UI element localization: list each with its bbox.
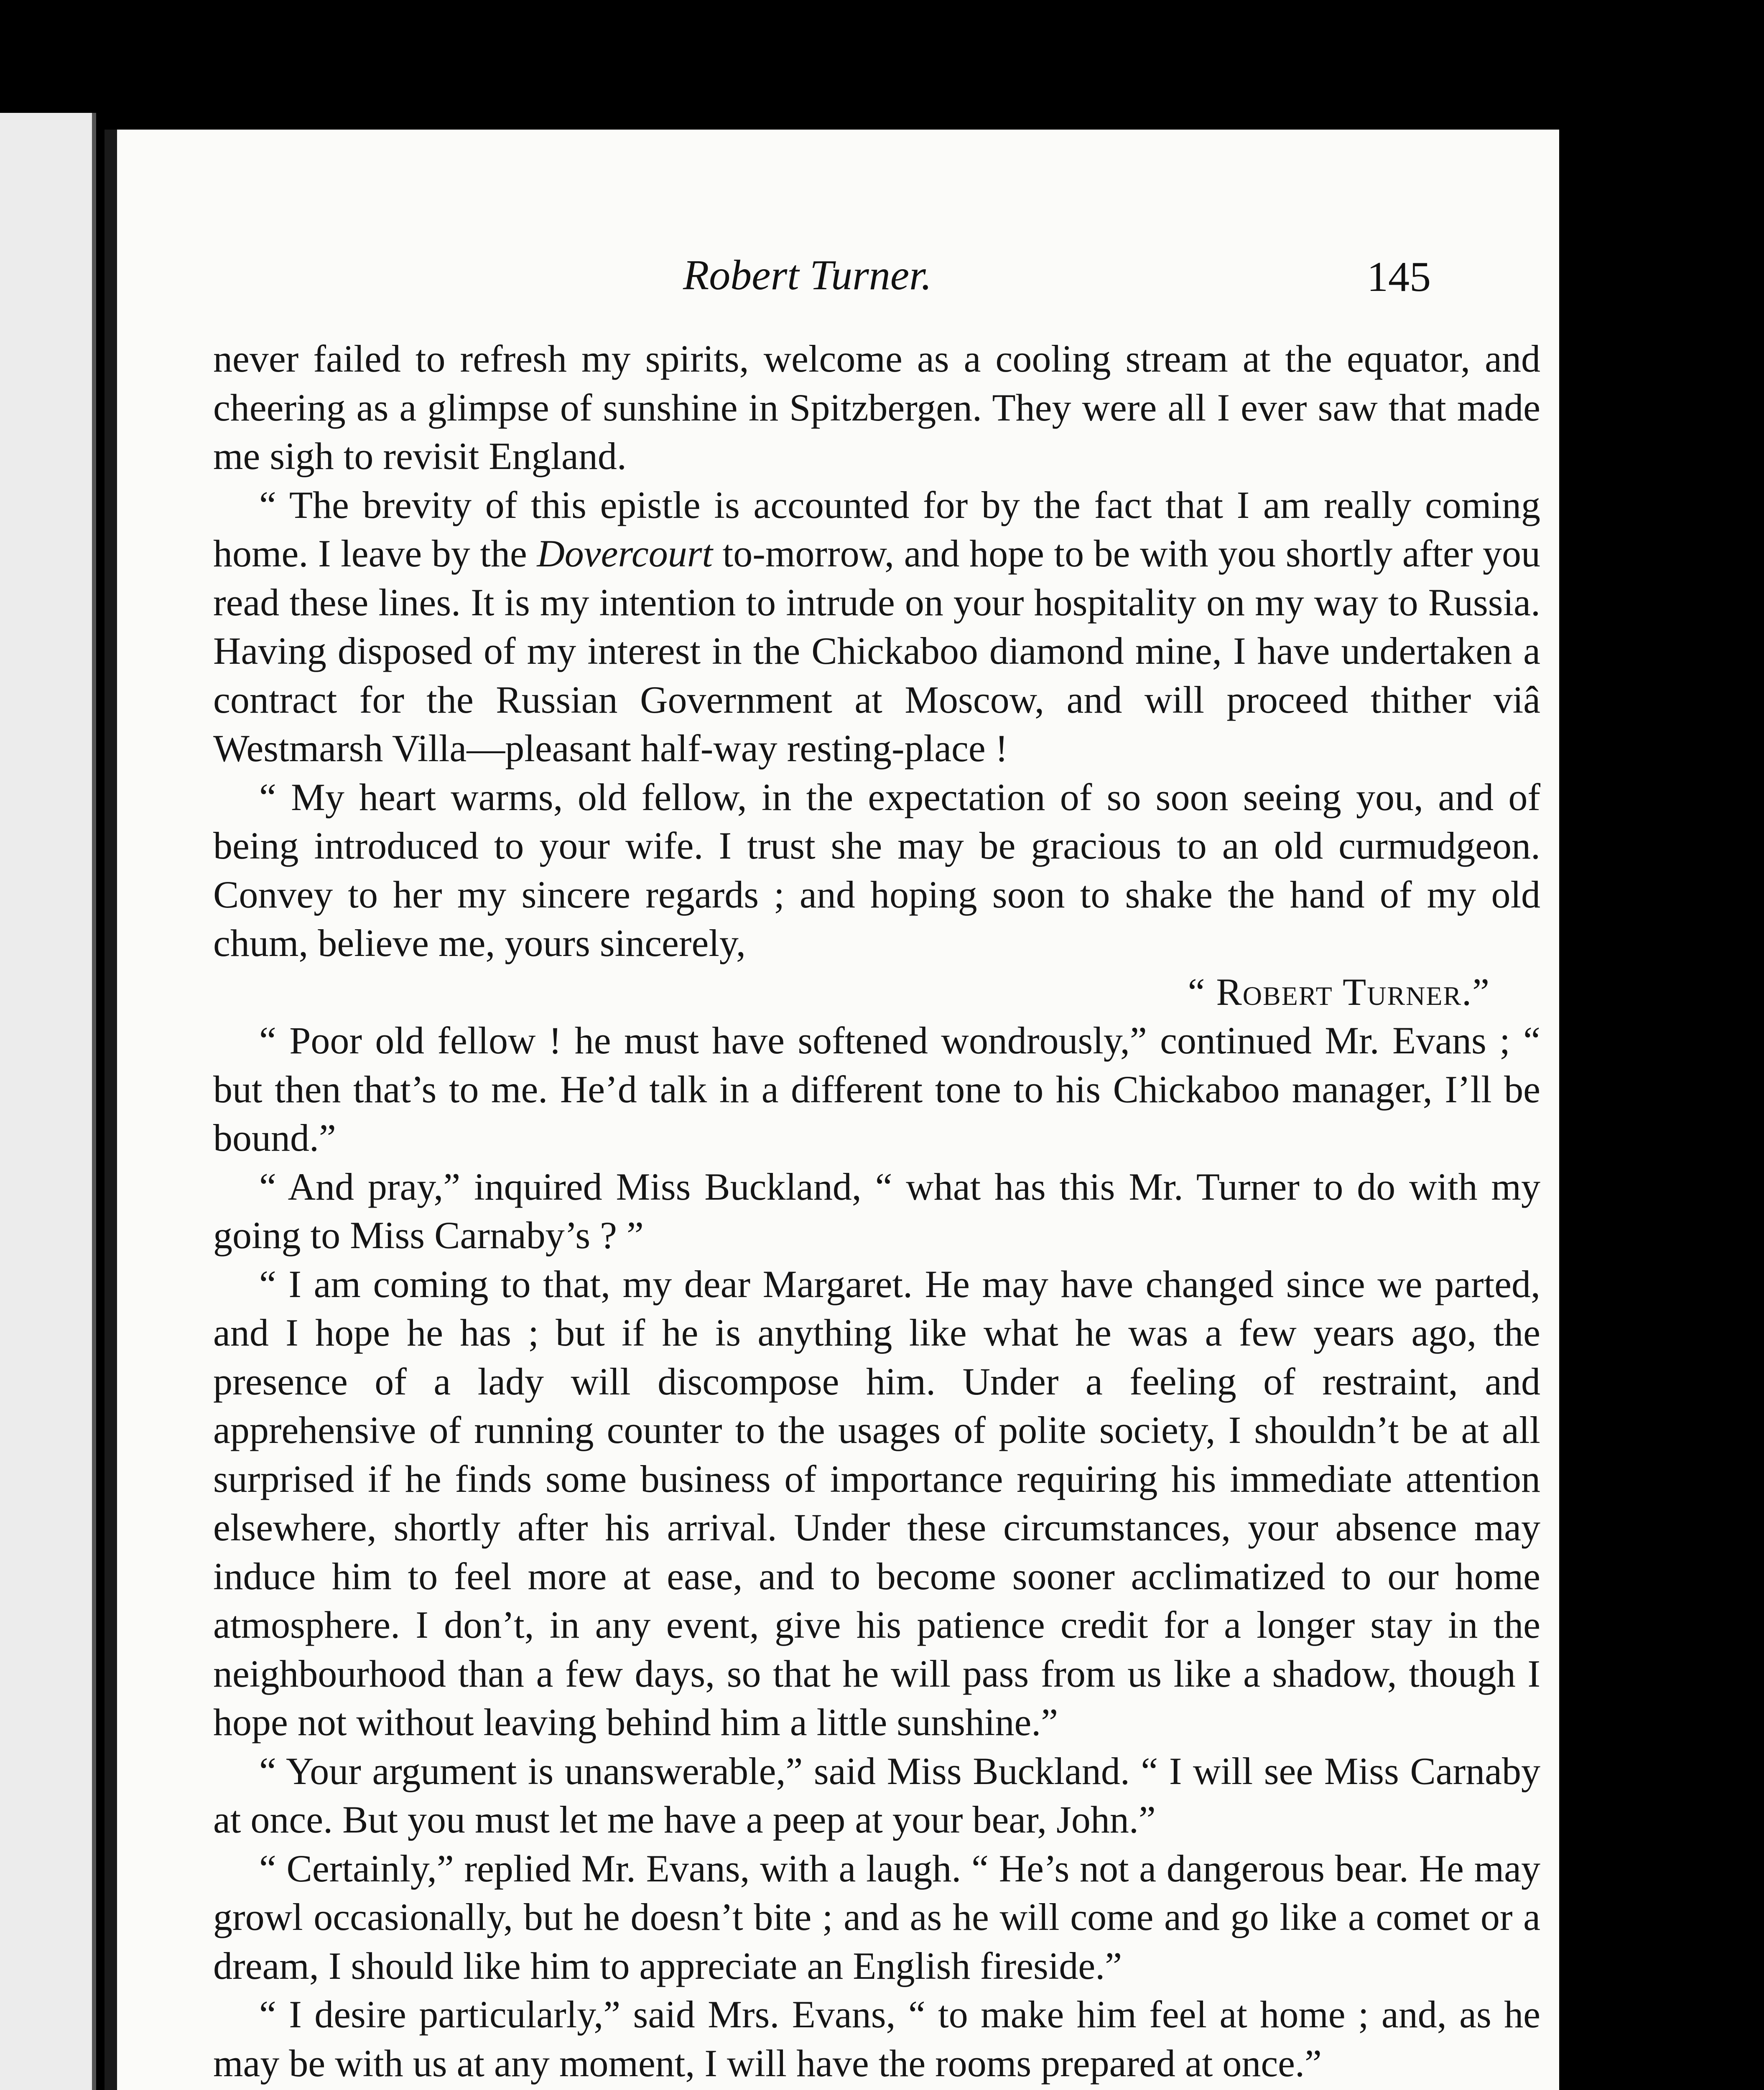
page-header: [117, 251, 1559, 318]
facing-page-edge: [0, 113, 96, 2090]
paragraph-2-part-a: “ The brevity of this epistle is accounted for by the fact that I am really coming home. I leave by the: [213, 483, 1540, 575]
paragraph-3: “ My heart warms, old fellow, in the expectation of so soon seeing you, and of being introduced to your wife. I trust she may be gracious to an old curmudgeon. Convey to her my sincere regards ; and hoping soon to shake the hand of my old chum, believe me, yours sincerely,: [213, 775, 1540, 964]
paragraph-4: “ Poor old fellow ! he must have softened wondrously,” continued Mr. Evans ; “ but then that’s to me. He’d talk in a different tone to his Chickaboo manager, I’ll be bound.”: [213, 1019, 1540, 1159]
ship-name: Dovercourt: [537, 532, 713, 575]
running-title: Robert Turner.: [683, 252, 932, 299]
paragraph-10: [213, 2087, 1540, 2090]
paragraph-1: never failed to refresh my spirits, welcome as a cooling stream at the equator, and cheering as a glimpse of sunshine in Spitzbergen. They were all I ever saw that made me sigh to revisit England.: [213, 337, 1540, 477]
paragraph-5: “ And pray,” inquired Miss Buckland, “ what has this Mr. Turner to do with my going to Miss Carnaby’s ? ”: [213, 1165, 1540, 1257]
body-text: [213, 334, 1540, 2090]
paragraph-2: [213, 481, 1540, 773]
paragraph-6: “ I am coming to that, my dear Margaret. He may have changed since we parted, and I hope he has ; but if he is anything like what he was a few years ago, the presence of a lady will discompose him. Under a feeling of restraint, and apprehensive of running counter to the usages of polite society, I shouldn’t be at all surprised if he finds some business of importance requiring his immediate attention elsewhere, shortly after his arrival. Under these circumstances, your absence may induce him to feel more at ease, and to become sooner acclimatized to our home atmosphere. I don’t, in any event, give his patience credit for a longer stay in the neighbourhood than a few days, so that he will pass from us like a shadow, though I hope not without leaving behind him a little sunshine.”: [213, 1262, 1540, 1743]
paragraph-8: “ Certainly,” replied Mr. Evans, with a laugh. “ He’s not a dangerous bear. He may growl occasionally, but he doesn’t bite ; and as he will come and go like a comet or a dream, I should like him to appreciate an English fireside.”: [213, 1847, 1540, 1987]
book-page: [105, 130, 1559, 2090]
page-number: 145: [1367, 253, 1431, 301]
paragraph-9: “ I desire particularly,” said Mrs. Evans, “ to make him feel at home ; and, as he may be with us at any moment, I will have the rooms prepared at once.”: [213, 1993, 1540, 2085]
paragraph-2-part-b: to-morrow, and hope to be with you shortly after you read these lines. It is my intention to intrude on your hospitality on my way to Russia. Having disposed of my interest in the Chickaboo diamond mine, I have undertaken a contract for the Russian Government at Moscow, and will proceed thither viâ Westmarsh Villa—pleasant half-way resting-place !: [213, 532, 1540, 770]
paragraph-7: “ Your argument is unanswerable,” said Miss Buckland. “ I will see Miss Carnaby at once. But you must let me have a peep at your bear, John.”: [213, 1749, 1540, 1841]
letter-signature: “ Robert Turner.”: [1188, 970, 1490, 1013]
